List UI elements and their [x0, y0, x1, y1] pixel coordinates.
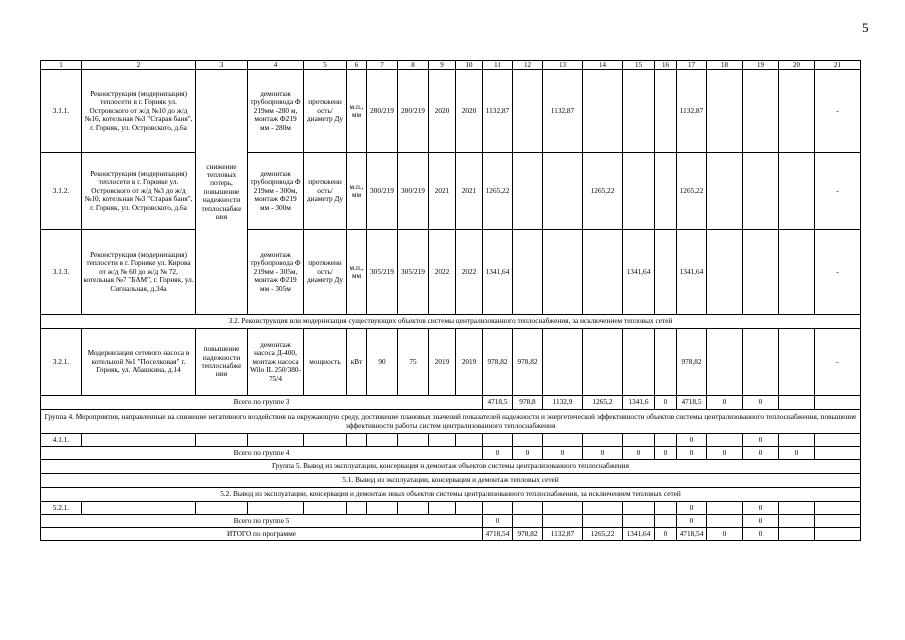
table-row	[41, 329, 861, 396]
value-before: 300/219	[367, 153, 398, 230]
cost-cell	[707, 70, 743, 153]
group-title: Группа 4. Мероприятия, направленные на снижение негативного воздействия на окружающую среду, достижение плановых значений показателей надежности и энергетической эффективности объектов системы централизованного теплоснабжения, повышение эффективности работы систем централизованного теплоснабжения	[41, 410, 861, 434]
year-start: 2022	[429, 230, 456, 315]
total-cell: 0	[743, 528, 779, 541]
total-cell: 0	[483, 447, 513, 460]
total-row	[41, 515, 861, 528]
section-heading-row	[41, 315, 861, 329]
header-cell: 11	[483, 61, 513, 70]
header-cell: 4	[248, 61, 304, 70]
investment-program-table	[40, 60, 861, 541]
group-title: Группа 5. Вывод из эксплуатации, консервация и демонтаж объектов системы централизованного теплоснабжения	[41, 460, 861, 474]
parameter: протяженн ость/ диаметр Ду	[304, 230, 347, 315]
year-start: 2019	[429, 329, 456, 396]
header-cell: 19	[743, 61, 779, 70]
header-cell: 20	[779, 61, 815, 70]
total-cell: 1132,87	[543, 528, 583, 541]
total-cell: 4718,54	[677, 528, 707, 541]
cost-cell: 1341,64	[677, 230, 707, 315]
work-description: демонтаж насоса Д-400, монтаж насоса Wilo IL 250/380-75/4	[248, 329, 304, 396]
total-cell: 1341,6	[623, 396, 655, 410]
cost-cell: 1132,87	[677, 70, 707, 153]
header-cell: 12	[513, 61, 543, 70]
header-cell: 13	[543, 61, 583, 70]
project-goal: снижение тепловых потерь, повышение надежности теплоснабже ния	[196, 70, 248, 315]
page-number: 5	[862, 20, 869, 35]
cost-total: 978,82	[483, 329, 513, 396]
cost-total: 1265,22	[483, 153, 513, 230]
cost-cell	[779, 230, 815, 315]
total-label: ИТОГО по программе	[41, 528, 483, 541]
project-name: Реконструкция (модернизация) теплосети в г. Горняке ул. Островского от ж/д №3 до ж/д №10, котельная №3 "Старая баня", г. Горняк, ул. Островского, д.6а	[82, 153, 196, 230]
total-cell: 1265,22	[583, 528, 623, 541]
row-number: 4.1.1.	[41, 434, 82, 447]
total-cell: 0	[623, 447, 655, 460]
cost-cell: 1132,87	[543, 70, 583, 153]
total-label: Всего по группе 3	[41, 396, 483, 410]
header-cell: 3	[196, 61, 248, 70]
row-number: 3.1.3.	[41, 230, 82, 315]
total-cell: 1132,9	[543, 396, 583, 410]
table-row	[41, 230, 861, 315]
cost-cell	[655, 70, 677, 153]
header-cell: 5	[304, 61, 347, 70]
parameter: протяженн ость/ диаметр Ду	[304, 153, 347, 230]
total-cell: 978,8	[513, 396, 543, 410]
cost-cell	[543, 230, 583, 315]
program-total-row	[41, 528, 861, 541]
unit: м.п., мм	[347, 153, 367, 230]
total-cell: 0	[677, 515, 707, 528]
work-description: демонтаж трубопровода Ф 219мм - 305м, монтаж Ф219 мм - 305м	[248, 230, 304, 315]
cost-cell	[707, 230, 743, 315]
total-cell: 4718,54	[483, 528, 513, 541]
value-before: 280/219	[367, 70, 398, 153]
total-cell: 4718,5	[483, 396, 513, 410]
section-title: 3.2. Реконструкция или модернизация существующих объектов системы централизованного теплоснабжения, за исключением тепловых сетей	[41, 315, 861, 329]
unit: м.п., мм	[347, 70, 367, 153]
total-cell: 0	[655, 447, 677, 460]
total-cell: 1265,2	[583, 396, 623, 410]
total-label: Всего по группе 4	[41, 447, 483, 460]
total-label: Всего по группе 5	[41, 515, 483, 528]
year-end: 2019	[456, 329, 483, 396]
cost-total: 1341,64	[483, 230, 513, 315]
note-cell: -	[815, 230, 861, 315]
work-description: демонтаж трубопровода Ф 219мм -280 м, монтаж Ф219 мм - 280м	[248, 70, 304, 153]
parameter: протяженн ость/ диаметр Ду	[304, 70, 347, 153]
unit: кВт	[347, 329, 367, 396]
column-number-header	[41, 61, 861, 70]
project-goal: повышение надежности теплоснабже ния	[196, 329, 248, 396]
note-cell: -	[815, 329, 861, 396]
section-heading-row	[41, 474, 861, 488]
section-heading-row	[41, 488, 861, 502]
total-cell: 0	[707, 447, 743, 460]
cost-cell: 978,82	[677, 329, 707, 396]
project-name: Реконструкция (модернизация) теплосети в г. Горняк ул. Островского от ж/д №10 до ж/д №16, котельная №3 "Старая баня", г. Горняк, ул. Островского, д.6а	[82, 70, 196, 153]
work-description: демонтаж трубопровода Ф 219мм - 300м, монтаж Ф219 мм - 300м	[248, 153, 304, 230]
cost-cell	[583, 70, 623, 153]
value-before: 90	[367, 329, 398, 396]
total-cell: 0	[543, 447, 583, 460]
cost-cell	[513, 70, 543, 153]
header-cell: 16	[655, 61, 677, 70]
cost-cell: 0	[677, 502, 707, 515]
year-end: 2020	[456, 70, 483, 153]
value-after: 300/219	[398, 153, 429, 230]
table-row	[41, 434, 861, 447]
cost-cell: 0	[677, 434, 707, 447]
total-cell: 0	[483, 515, 513, 528]
cost-cell: 978,82	[513, 329, 543, 396]
cost-cell: 0	[743, 434, 779, 447]
cost-cell	[779, 70, 815, 153]
parameter: мощность	[304, 329, 347, 396]
header-cell: 9	[429, 61, 456, 70]
header-cell: 15	[623, 61, 655, 70]
project-name: Модернизация сетевого насоса в котельной №1 "Поселковая" г. Горняк, ул. Абашкина, д.14	[82, 329, 196, 396]
header-cell: 17	[677, 61, 707, 70]
row-number: 5.2.1.	[41, 502, 82, 515]
header-cell: 6	[347, 61, 367, 70]
cost-cell	[743, 153, 779, 230]
value-after: 305/219	[398, 230, 429, 315]
year-end: 2022	[456, 230, 483, 315]
section-title: 5.1. Вывод из эксплуатации, консервация и демонтаж тепловых сетей	[41, 474, 861, 488]
year-start: 2021	[429, 153, 456, 230]
value-before: 305/219	[367, 230, 398, 315]
total-cell: 0	[583, 447, 623, 460]
header-cell: 8	[398, 61, 429, 70]
group-heading-row	[41, 460, 861, 474]
cost-cell	[743, 230, 779, 315]
cost-cell	[655, 153, 677, 230]
header-cell: 10	[456, 61, 483, 70]
header-cell: 2	[82, 61, 196, 70]
total-cell: 0	[513, 447, 543, 460]
cost-total: 1132,87	[483, 70, 513, 153]
row-number: 3.1.2.	[41, 153, 82, 230]
total-cell: 0	[707, 528, 743, 541]
header-cell: 21	[815, 61, 861, 70]
cost-cell	[623, 153, 655, 230]
note-cell: -	[815, 70, 861, 153]
note-cell: -	[815, 153, 861, 230]
header-cell: 7	[367, 61, 398, 70]
table-row	[41, 153, 861, 230]
cost-cell	[743, 70, 779, 153]
cost-cell	[513, 230, 543, 315]
cost-cell	[655, 230, 677, 315]
cost-cell	[513, 153, 543, 230]
cost-cell: 1265,22	[583, 153, 623, 230]
header-cell: 18	[707, 61, 743, 70]
value-after: 75	[398, 329, 429, 396]
cost-cell: 1265,22	[677, 153, 707, 230]
total-cell: 978,82	[513, 528, 543, 541]
total-cell: 0	[743, 447, 779, 460]
cost-cell: 0	[743, 502, 779, 515]
cost-cell	[623, 70, 655, 153]
total-cell: 0	[655, 396, 677, 410]
total-row	[41, 447, 861, 460]
unit: м.п., мм	[347, 230, 367, 315]
cost-cell	[543, 153, 583, 230]
total-cell: 0	[655, 528, 677, 541]
year-end: 2021	[456, 153, 483, 230]
total-row	[41, 396, 861, 410]
total-cell: 0	[743, 515, 779, 528]
cost-cell	[779, 153, 815, 230]
cost-cell	[583, 230, 623, 315]
total-cell: 0	[677, 447, 707, 460]
total-cell: 0	[707, 396, 743, 410]
total-cell: 0	[779, 447, 815, 460]
cost-cell: 1341,64	[623, 230, 655, 315]
group-heading-row	[41, 410, 861, 434]
header-cell: 14	[583, 61, 623, 70]
total-cell: 1341,64	[623, 528, 655, 541]
row-number: 3.2.1.	[41, 329, 82, 396]
table-row	[41, 70, 861, 153]
table-row	[41, 502, 861, 515]
value-after: 280/219	[398, 70, 429, 153]
total-cell: 4718,5	[677, 396, 707, 410]
project-name: Реконструкция (модернизация) теплосети в г. Горняке ул. Кирова от ж/д № 60 до ж/д № 72, котельная №7 "БАМ", г. Горняк, ул. Сигнальная, д.34а	[82, 230, 196, 315]
row-number: 3.1.1.	[41, 70, 82, 153]
cost-cell	[707, 153, 743, 230]
header-cell: 1	[41, 61, 82, 70]
section-title: 5.2. Вывод из эксплуатации, консервация и демонтаж иных объектов системы централизованного теплоснабжения, за исключением тепловых сетей	[41, 488, 861, 502]
total-cell: 0	[743, 396, 779, 410]
year-start: 2020	[429, 70, 456, 153]
